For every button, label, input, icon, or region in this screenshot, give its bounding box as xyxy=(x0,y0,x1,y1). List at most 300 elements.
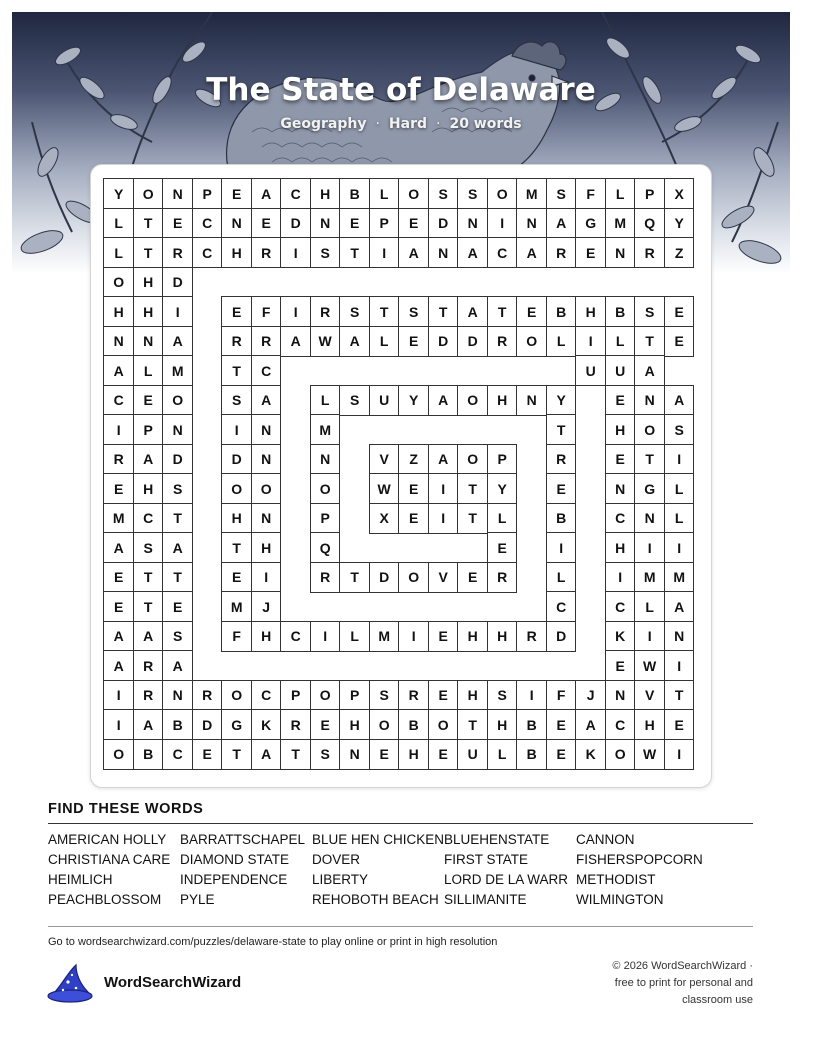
grid-cell: S xyxy=(221,385,252,416)
grid-cell: E xyxy=(398,208,429,239)
word-list-item: CANNON xyxy=(576,832,635,847)
grid-cell: W xyxy=(369,473,400,504)
grid-cell: W xyxy=(634,739,665,770)
grid-cell: H xyxy=(575,296,606,327)
grid-cell: O xyxy=(251,473,282,504)
grid-cell: E xyxy=(575,237,606,268)
word-list-item: LORD DE LA WARR xyxy=(444,872,569,887)
grid-cell: B xyxy=(546,296,577,327)
grid-cell: O xyxy=(369,709,400,740)
grid-cell: T xyxy=(634,326,665,357)
grid-cell: E xyxy=(457,562,488,593)
grid-cell: I xyxy=(575,326,606,357)
grid-cell: M xyxy=(162,355,193,386)
grid-cell: C xyxy=(605,503,636,534)
grid-cell: C xyxy=(546,591,577,622)
grid-cell: T xyxy=(457,709,488,740)
grid-cell: Q xyxy=(310,532,341,563)
grid-cell: O xyxy=(398,562,429,593)
grid-cell: E xyxy=(221,562,252,593)
grid-cell: J xyxy=(575,680,606,711)
grid-cell: R xyxy=(280,709,311,740)
grid-cell: O xyxy=(133,178,164,209)
grid-cell: R xyxy=(251,237,282,268)
grid-cell: M xyxy=(605,208,636,239)
grid-cell: B xyxy=(605,296,636,327)
grid-cell: B xyxy=(546,503,577,534)
grid-cell: U xyxy=(369,385,400,416)
grid-cell: F xyxy=(221,621,252,652)
grid-cell: C xyxy=(192,237,223,268)
grid-cell: H xyxy=(133,296,164,327)
grid-cell: A xyxy=(634,355,665,386)
grid-cell: A xyxy=(251,739,282,770)
grid-cell: A xyxy=(664,591,695,622)
grid-cell: A xyxy=(103,621,134,652)
grid-cell: D xyxy=(221,444,252,475)
grid-cell: Y xyxy=(103,178,134,209)
grid-cell: T xyxy=(221,355,252,386)
grid-cell: I xyxy=(162,296,193,327)
grid-cell: N xyxy=(310,208,341,239)
grid-cell: L xyxy=(103,208,134,239)
word-list-item: PEACHBLOSSOM xyxy=(48,892,162,907)
grid-cell: L xyxy=(546,562,577,593)
grid-cell: R xyxy=(516,621,547,652)
grid-cell: L xyxy=(103,237,134,268)
grid-cell: E xyxy=(103,473,134,504)
grid-cell: P xyxy=(310,503,341,534)
grid-cell: T xyxy=(457,473,488,504)
grid-cell: X xyxy=(369,503,400,534)
grid-cell: H xyxy=(133,473,164,504)
grid-cell: I xyxy=(487,208,518,239)
grid-cell: U xyxy=(457,739,488,770)
word-list-item: HEIMLICH xyxy=(48,872,113,887)
grid-cell: S xyxy=(487,680,518,711)
grid-cell: A xyxy=(457,237,488,268)
grid-cell: A xyxy=(664,385,695,416)
grid-cell: H xyxy=(487,621,518,652)
grid-cell: O xyxy=(605,739,636,770)
grid-cell: O xyxy=(634,414,665,445)
grid-cell: I xyxy=(398,621,429,652)
grid-cell: R xyxy=(310,296,341,327)
grid-cell: H xyxy=(221,237,252,268)
grid-cell: I xyxy=(428,503,459,534)
grid-cell: S xyxy=(339,296,370,327)
word-list-item: FIRST STATE xyxy=(444,852,529,867)
grid-cell: S xyxy=(546,178,577,209)
grid-cell: R xyxy=(133,680,164,711)
copyright-notice xyxy=(583,958,753,1009)
grid-cell: N xyxy=(457,208,488,239)
grid-cell: E xyxy=(428,680,459,711)
grid-cell: T xyxy=(162,503,193,534)
grid-cell: H xyxy=(310,178,341,209)
grid-cell: N xyxy=(516,385,547,416)
grid-cell: I xyxy=(103,414,134,445)
grid-cell: H xyxy=(634,709,665,740)
grid-cell: K xyxy=(575,739,606,770)
grid-cell: H xyxy=(221,503,252,534)
grid-cell: E xyxy=(546,709,577,740)
copyright-line: classroom use xyxy=(682,994,753,1006)
grid-cell: E xyxy=(428,739,459,770)
grid-cell: V xyxy=(428,562,459,593)
grid-cell: D xyxy=(428,326,459,357)
grid-cell: F xyxy=(546,680,577,711)
word-list-item: AMERICAN HOLLY xyxy=(48,832,167,847)
grid-cell: H xyxy=(605,532,636,563)
grid-cell: L xyxy=(487,739,518,770)
grid-cell: A xyxy=(428,385,459,416)
word-list-item: FISHERSPOPCORN xyxy=(576,852,703,867)
grid-cell: E xyxy=(398,326,429,357)
grid-cell: E xyxy=(605,444,636,475)
grid-cell: S xyxy=(428,178,459,209)
grid-cell: H xyxy=(251,621,282,652)
grid-cell: B xyxy=(516,739,547,770)
grid-cell: N xyxy=(162,414,193,445)
grid-cell: P xyxy=(280,680,311,711)
grid-cell: L xyxy=(310,385,341,416)
grid-cell: B xyxy=(339,178,370,209)
grid-cell: A xyxy=(103,355,134,386)
grid-cell: A xyxy=(546,208,577,239)
grid-cell: E xyxy=(103,591,134,622)
grid-cell: E xyxy=(398,503,429,534)
grid-cell: B xyxy=(398,709,429,740)
grid-cell: N xyxy=(428,237,459,268)
divider xyxy=(48,823,753,824)
copyright-line: © 2026 WordSearchWizard · xyxy=(612,960,753,972)
grid-cell: R xyxy=(221,326,252,357)
grid-cell: L xyxy=(605,326,636,357)
grid-cell: R xyxy=(634,237,665,268)
grid-cell: R xyxy=(192,680,223,711)
grid-cell: F xyxy=(251,296,282,327)
grid-cell: H xyxy=(133,267,164,298)
grid-cell: E xyxy=(369,739,400,770)
grid-cell: G xyxy=(634,473,665,504)
grid-cell: N xyxy=(605,473,636,504)
grid-cell: M xyxy=(310,414,341,445)
grid-cell: S xyxy=(664,414,695,445)
grid-cell: L xyxy=(634,591,665,622)
grid-cell: E xyxy=(310,709,341,740)
grid-cell: A xyxy=(162,532,193,563)
grid-cell: B xyxy=(516,709,547,740)
grid-cell: S xyxy=(310,739,341,770)
grid-cell: O xyxy=(221,680,252,711)
word-list-item: WILMINGTON xyxy=(576,892,664,907)
grid-cell: D xyxy=(192,709,223,740)
grid-cell: H xyxy=(457,621,488,652)
grid-cell: N xyxy=(251,444,282,475)
grid-cell: E xyxy=(487,532,518,563)
grid-cell: H xyxy=(398,739,429,770)
grid-cell: E xyxy=(221,178,252,209)
word-list-item: DIAMOND STATE xyxy=(180,852,290,867)
separator-dot-icon: · xyxy=(436,116,441,132)
grid-cell: N xyxy=(221,208,252,239)
grid-cell: T xyxy=(428,296,459,327)
grid-cell: S xyxy=(369,680,400,711)
grid-cell: M xyxy=(664,562,695,593)
grid-cell: A xyxy=(280,326,311,357)
grid-cell: Y xyxy=(664,208,695,239)
grid-cell: R xyxy=(487,562,518,593)
separator-dot-icon: · xyxy=(375,116,380,132)
grid-cell: I xyxy=(310,621,341,652)
grid-cell: I xyxy=(280,237,311,268)
grid-cell: M xyxy=(516,178,547,209)
grid-cell: T xyxy=(339,562,370,593)
word-list-heading: FIND THESE WORDS xyxy=(48,801,204,817)
grid-cell: C xyxy=(487,237,518,268)
grid-cell: H xyxy=(605,414,636,445)
grid-cell: E xyxy=(103,562,134,593)
grid-cell: E xyxy=(664,326,695,357)
grid-cell: E xyxy=(546,473,577,504)
grid-cell: I xyxy=(369,237,400,268)
grid-cell: N xyxy=(251,414,282,445)
grid-cell: U xyxy=(605,355,636,386)
grid-cell: D xyxy=(280,208,311,239)
word-list-item: INDEPENDENCE xyxy=(180,872,288,887)
grid-cell: P xyxy=(192,178,223,209)
grid-cell: D xyxy=(162,444,193,475)
grid-cell: R xyxy=(398,680,429,711)
grid-cell: N xyxy=(516,208,547,239)
puzzle-meta xyxy=(12,116,790,132)
grid-cell: C xyxy=(133,503,164,534)
wizard-hat-logo-icon xyxy=(46,962,94,1004)
grid-cell: I xyxy=(516,680,547,711)
grid-cell: I xyxy=(634,621,665,652)
grid-cell: E xyxy=(339,208,370,239)
grid-cell: C xyxy=(280,178,311,209)
grid-cell: A xyxy=(516,237,547,268)
grid-cell: T xyxy=(221,739,252,770)
grid-cell: O xyxy=(487,178,518,209)
grid-cell: E xyxy=(162,591,193,622)
grid-cell: E xyxy=(133,385,164,416)
grid-cell: O xyxy=(103,267,134,298)
grid-cell: U xyxy=(575,355,606,386)
grid-cell: D xyxy=(428,208,459,239)
grid-cell: N xyxy=(634,385,665,416)
grid-cell: S xyxy=(162,621,193,652)
grid-cell: N xyxy=(162,178,193,209)
grid-cell: O xyxy=(162,385,193,416)
grid-cell: I xyxy=(428,473,459,504)
grid-cell: L xyxy=(487,503,518,534)
grid-cell: E xyxy=(428,621,459,652)
grid-cell: I xyxy=(251,562,282,593)
divider xyxy=(48,926,753,927)
grid-cell: H xyxy=(487,709,518,740)
grid-cell: B xyxy=(133,739,164,770)
grid-cell: T xyxy=(133,237,164,268)
grid-cell: H xyxy=(457,680,488,711)
grid-cell: C xyxy=(103,385,134,416)
letter-grid xyxy=(104,179,697,773)
grid-cell: F xyxy=(575,178,606,209)
grid-cell: S xyxy=(339,385,370,416)
grid-cell: A xyxy=(398,237,429,268)
grid-cell: N xyxy=(634,503,665,534)
grid-cell: O xyxy=(103,739,134,770)
grid-cell: C xyxy=(605,591,636,622)
grid-cell: E xyxy=(605,650,636,681)
grid-cell: V xyxy=(369,444,400,475)
difficulty-label: Hard xyxy=(388,116,427,132)
grid-cell: C xyxy=(251,680,282,711)
grid-cell: A xyxy=(162,326,193,357)
grid-cell: I xyxy=(546,532,577,563)
grid-cell: E xyxy=(546,739,577,770)
grid-cell: N xyxy=(605,237,636,268)
grid-cell: I xyxy=(103,709,134,740)
grid-cell: G xyxy=(575,208,606,239)
grid-cell: N xyxy=(310,444,341,475)
grid-cell: T xyxy=(634,444,665,475)
grid-cell: T xyxy=(133,591,164,622)
grid-cell: S xyxy=(398,296,429,327)
grid-cell: I xyxy=(634,532,665,563)
grid-cell: H xyxy=(251,532,282,563)
grid-cell: R xyxy=(546,237,577,268)
grid-cell: X xyxy=(664,178,695,209)
grid-cell: D xyxy=(546,621,577,652)
word-list-item: METHODIST xyxy=(576,872,656,887)
grid-cell: L xyxy=(546,326,577,357)
grid-cell: I xyxy=(103,680,134,711)
grid-cell: R xyxy=(251,326,282,357)
grid-cell: J xyxy=(251,591,282,622)
grid-cell: T xyxy=(133,562,164,593)
grid-cell: S xyxy=(634,296,665,327)
grid-cell: E xyxy=(192,739,223,770)
grid-cell: L xyxy=(605,178,636,209)
word-list-item: PYLE xyxy=(180,892,215,907)
grid-cell: W xyxy=(310,326,341,357)
word-count-label: 20 words xyxy=(449,116,522,132)
grid-cell: L xyxy=(339,621,370,652)
grid-cell: E xyxy=(398,473,429,504)
brand-name: WordSearchWizard xyxy=(104,974,242,991)
grid-cell: D xyxy=(457,326,488,357)
grid-cell: O xyxy=(310,473,341,504)
category-label: Geography xyxy=(280,116,367,132)
grid-cell: S xyxy=(310,237,341,268)
grid-cell: I xyxy=(664,650,695,681)
grid-cell: E xyxy=(664,296,695,327)
grid-cell: A xyxy=(575,709,606,740)
grid-cell: N xyxy=(339,739,370,770)
word-list-item: BARRATTSCHAPEL xyxy=(180,832,306,847)
grid-cell: E xyxy=(664,709,695,740)
grid-cell: Y xyxy=(487,473,518,504)
grid-cell: E xyxy=(221,296,252,327)
grid-cell: S xyxy=(133,532,164,563)
grid-cell: C xyxy=(280,621,311,652)
grid-cell: M xyxy=(221,591,252,622)
grid-cell: Z xyxy=(398,444,429,475)
grid-cell: T xyxy=(133,208,164,239)
grid-cell: M xyxy=(634,562,665,593)
grid-cell: W xyxy=(634,650,665,681)
grid-cell: L xyxy=(369,326,400,357)
word-list-item: DOVER xyxy=(312,852,361,867)
grid-cell: T xyxy=(546,414,577,445)
word-list xyxy=(48,832,753,912)
grid-cell: E xyxy=(162,208,193,239)
grid-cell: O xyxy=(457,444,488,475)
grid-cell: I xyxy=(664,739,695,770)
grid-cell: L xyxy=(664,503,695,534)
play-online-link[interactable]: Go to wordsearchwizard.com/puzzles/delaware-state to play online or print in high resolution xyxy=(48,936,498,948)
grid-cell: C xyxy=(251,355,282,386)
grid-cell: L xyxy=(133,355,164,386)
grid-cell: R xyxy=(546,444,577,475)
grid-cell: V xyxy=(634,680,665,711)
grid-cell: T xyxy=(280,739,311,770)
grid-cell: R xyxy=(487,326,518,357)
grid-cell: I xyxy=(605,562,636,593)
grid-cell: E xyxy=(605,385,636,416)
grid-cell: E xyxy=(516,296,547,327)
grid-cell: O xyxy=(221,473,252,504)
grid-cell: Q xyxy=(634,208,665,239)
grid-cell: K xyxy=(251,709,282,740)
grid-cell: I xyxy=(664,532,695,563)
grid-cell: T xyxy=(664,680,695,711)
grid-cell: T xyxy=(221,532,252,563)
grid-cell: T xyxy=(339,237,370,268)
grid-cell: N xyxy=(251,503,282,534)
word-list-item: BLUEHENSTATE xyxy=(444,832,550,847)
grid-cell: T xyxy=(487,296,518,327)
grid-cell: A xyxy=(133,709,164,740)
grid-cell: C xyxy=(605,709,636,740)
grid-cell: B xyxy=(162,709,193,740)
grid-cell: S xyxy=(457,178,488,209)
grid-cell: R xyxy=(310,562,341,593)
grid-cell: A xyxy=(428,444,459,475)
grid-cell: P xyxy=(339,680,370,711)
grid-cell: M xyxy=(369,621,400,652)
grid-cell: A xyxy=(103,532,134,563)
grid-cell: O xyxy=(457,385,488,416)
copyright-line: free to print for personal and xyxy=(614,977,753,989)
grid-cell: N xyxy=(133,326,164,357)
grid-cell: Y xyxy=(398,385,429,416)
grid-cell: A xyxy=(133,621,164,652)
grid-cell: I xyxy=(221,414,252,445)
grid-cell: N xyxy=(162,680,193,711)
grid-cell: M xyxy=(103,503,134,534)
grid-cell: N xyxy=(605,680,636,711)
grid-cell: A xyxy=(251,178,282,209)
grid-cell: D xyxy=(162,267,193,298)
grid-cell: P xyxy=(369,208,400,239)
grid-cell: R xyxy=(162,237,193,268)
grid-cell: O xyxy=(398,178,429,209)
grid-cell: Z xyxy=(664,237,695,268)
